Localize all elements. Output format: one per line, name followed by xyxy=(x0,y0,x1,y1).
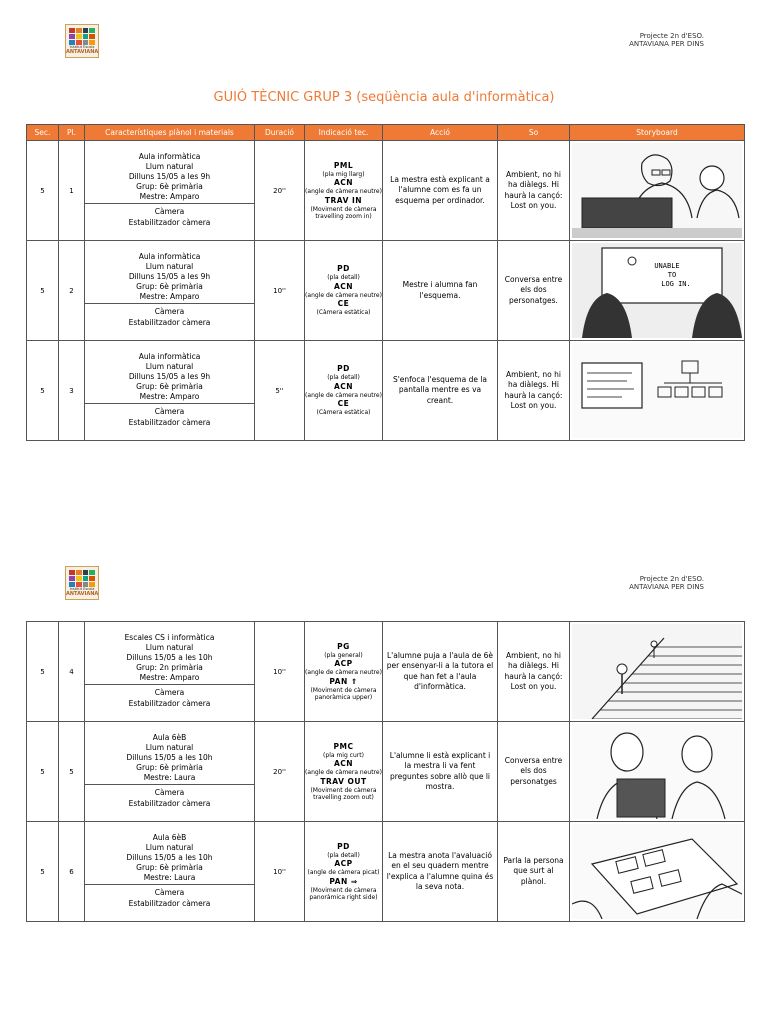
sketch-unable-login xyxy=(572,243,742,338)
storyboard-cell xyxy=(570,341,745,441)
location-info xyxy=(85,351,254,404)
info-line: Llum natural xyxy=(145,362,194,371)
shot-description: (Càmera estàtica) xyxy=(316,309,371,317)
shot-description: (angle de càmera neutre) xyxy=(305,669,382,676)
shot-description: (angle de càmera neutre) xyxy=(305,188,382,195)
info-line: Dilluns 15/05 a les 10h xyxy=(126,653,213,662)
shot-code: PMC xyxy=(333,741,354,751)
sound-cell: Parla la persona que surt al plànol. xyxy=(498,822,570,922)
characteristics-cell xyxy=(85,822,255,922)
shot-cell: 1 xyxy=(59,141,85,241)
characteristics-cell xyxy=(85,341,255,441)
location-info xyxy=(85,632,254,685)
info-line: Aula informàtica xyxy=(138,352,201,361)
shot-cell: 6 xyxy=(59,822,85,922)
info-line: Càmera xyxy=(154,688,185,697)
sequence-cell: 5 xyxy=(27,622,59,722)
sequence-cell: 5 xyxy=(27,141,59,241)
project-label: Projecte 2n d'ESO. ANTAVIANA PER DINS xyxy=(629,32,704,48)
technical-cell xyxy=(305,822,383,922)
materials-info xyxy=(85,885,254,911)
shot-description: (pla mig curt) xyxy=(323,751,364,759)
info-line: Grup: 6è primària xyxy=(136,763,203,772)
shot-code: TRAV OUT xyxy=(320,776,367,786)
info-line: Càmera xyxy=(154,307,185,316)
shot-description: (angle de càmera neutre) xyxy=(305,769,382,776)
shot-description: (Moviment de càmera panoràmica right side) xyxy=(309,886,378,901)
shot-code: PD xyxy=(337,264,350,274)
sequence-cell: 5 xyxy=(27,722,59,822)
shot-description: (Moviment de càmera travelling zoom out) xyxy=(310,786,377,801)
shot-code: ACN xyxy=(333,281,354,291)
header-action: Acció xyxy=(383,125,498,141)
shot-code: PML xyxy=(333,160,354,170)
info-line: Llum natural xyxy=(145,843,194,852)
duration-cell: 20'' xyxy=(255,141,305,241)
header-sound: So xyxy=(498,125,570,141)
info-line: Càmera xyxy=(154,788,185,797)
action-cell: Mestre i alumna fan l'esquema. xyxy=(383,241,498,341)
info-line: Aula 6èB xyxy=(152,833,187,842)
shot-code: PD xyxy=(337,364,350,374)
duration-cell: 10'' xyxy=(255,622,305,722)
materials-info xyxy=(85,304,254,330)
duration-cell: 5'' xyxy=(255,341,305,441)
shot-code: PAN ⇑ xyxy=(329,676,358,686)
table-row xyxy=(27,241,745,341)
info-line: Càmera xyxy=(154,207,185,216)
info-line: Aula informàtica xyxy=(138,252,201,261)
duration-cell: 10'' xyxy=(255,822,305,922)
storyboard-cell xyxy=(570,622,745,722)
shot-code: PD xyxy=(337,841,350,851)
duration-cell: 20'' xyxy=(255,722,305,822)
shot-description: (pla mig llarg) xyxy=(322,170,365,178)
shot-cell: 3 xyxy=(59,341,85,441)
info-line: Escales CS i informàtica xyxy=(124,633,215,642)
script-table-1 xyxy=(26,124,745,441)
info-line: Estabilitzador càmera xyxy=(128,218,211,227)
table-row xyxy=(27,722,745,822)
info-line: Mestre: Amparo xyxy=(139,292,200,301)
materials-info xyxy=(85,204,254,230)
sequence-cell: 5 xyxy=(27,341,59,441)
sketch-text: TO xyxy=(667,271,677,279)
header-duration: Duració xyxy=(255,125,305,141)
school-logo: Institut Escola ANTAVIANA xyxy=(65,566,99,600)
info-line: Grup: 6è primària xyxy=(136,282,203,291)
shot-description: (pla detall) xyxy=(327,274,360,282)
sketch-screen-diagram xyxy=(572,343,742,438)
table-row xyxy=(27,141,745,241)
sketch-text: LOG IN. xyxy=(661,280,691,288)
info-line: Aula informàtica xyxy=(138,152,201,161)
shot-code: PG xyxy=(337,641,350,651)
shot-code: ACP xyxy=(334,659,353,668)
header-pl: Pl. xyxy=(59,125,85,141)
characteristics-cell xyxy=(85,241,255,341)
sequence-cell: 5 xyxy=(27,241,59,341)
technical-cell xyxy=(305,141,383,241)
info-line: Llum natural xyxy=(145,262,194,271)
info-line: Grup: 6è primària xyxy=(136,382,203,391)
location-info xyxy=(85,251,254,304)
info-line: Càmera xyxy=(154,888,185,897)
info-line: Dilluns 15/05 a les 10h xyxy=(126,753,213,762)
storyboard-cell xyxy=(570,822,745,922)
info-line: Mestre: Laura xyxy=(143,873,196,882)
shot-description: (Moviment de càmera travelling zoom in) xyxy=(310,205,377,220)
info-line: Mestre: Amparo xyxy=(139,392,200,401)
info-line: Càmera xyxy=(154,407,185,416)
characteristics-cell xyxy=(85,622,255,722)
shot-code: CE xyxy=(337,299,350,309)
characteristics-cell xyxy=(85,141,255,241)
technical-cell xyxy=(305,722,383,822)
info-line: Estabilitzador càmera xyxy=(128,899,211,908)
info-line: Estabilitzador càmera xyxy=(128,318,211,327)
info-line: Aula 6èB xyxy=(152,733,187,742)
shot-description: (Moviment de càmera panoràmica upper) xyxy=(310,686,377,701)
info-line: Llum natural xyxy=(145,743,194,752)
sound-cell: Ambient, no hi ha diàlegs. Hi haurà la cançó: Lost on you. xyxy=(498,341,570,441)
shot-description: (pla general) xyxy=(324,651,363,659)
info-line: Llum natural xyxy=(145,162,194,171)
shot-cell: 2 xyxy=(59,241,85,341)
materials-info xyxy=(85,685,254,711)
header-storyboard: Storyboard xyxy=(570,125,745,141)
location-info xyxy=(85,732,254,785)
info-line: Llum natural xyxy=(145,643,194,652)
page-title: GUIÓ TÈCNIC GRUP 3 (seqüència aula d'informàtica) xyxy=(213,90,555,105)
sound-cell: Ambient, no hi ha diàlegs. Hi haurà la cançó: Lost on you. xyxy=(498,141,570,241)
info-line: Grup: 2n primària xyxy=(136,663,203,672)
info-line: Dilluns 15/05 a les 9h xyxy=(128,172,211,181)
info-line: Dilluns 15/05 a les 9h xyxy=(128,272,211,281)
sketch-text: UNABLE xyxy=(654,262,680,270)
info-line: Estabilitzador càmera xyxy=(128,799,211,808)
header-seq: Sec. xyxy=(27,125,59,141)
technical-cell xyxy=(305,241,383,341)
sound-cell: Ambient, no hi ha diàlegs. Hi haurà la cançó: Lost on you. xyxy=(498,622,570,722)
location-info xyxy=(85,151,254,204)
shot-code: ACN xyxy=(333,759,354,768)
table-row xyxy=(27,341,745,441)
sound-cell: Conversa entre els dos personatges. xyxy=(498,241,570,341)
sound-cell: Conversa entre els dos personatges xyxy=(498,722,570,822)
info-line: Mestre: Amparo xyxy=(139,192,200,201)
info-line: Estabilitzador càmera xyxy=(128,418,211,427)
characteristics-cell xyxy=(85,722,255,822)
info-line: Dilluns 15/05 a les 10h xyxy=(126,853,213,862)
materials-info xyxy=(85,404,254,430)
technical-cell xyxy=(305,341,383,441)
shot-description: (angle de càmera picat) xyxy=(307,869,380,876)
shot-cell: 4 xyxy=(59,622,85,722)
duration-cell: 10'' xyxy=(255,241,305,341)
info-line: Grup: 6è primària xyxy=(136,863,203,872)
table-header-row xyxy=(27,125,745,141)
info-line: Estabilitzador càmera xyxy=(128,699,211,708)
shot-code: CE xyxy=(337,399,350,409)
action-cell: S'enfoca l'esquema de la pantalla mentre es va creant. xyxy=(383,341,498,441)
shot-code: ACP xyxy=(334,859,353,868)
shot-description: (Càmera estàtica) xyxy=(316,409,371,417)
technical-cell xyxy=(305,622,383,722)
header-characteristics: Característiques plànol i materials xyxy=(85,125,255,141)
shot-cell: 5 xyxy=(59,722,85,822)
header-technical: Indicació tec. xyxy=(305,125,383,141)
info-line: Mestre: Amparo xyxy=(139,673,200,682)
action-cell: L'alumne li està explicant i la mestra li va fent preguntes sobre allò que li mostra. xyxy=(383,722,498,822)
info-line: Mestre: Laura xyxy=(143,773,196,782)
location-info xyxy=(85,832,254,885)
storyboard-cell xyxy=(570,241,745,341)
storyboard-cell xyxy=(570,141,745,241)
info-line: Dilluns 15/05 a les 9h xyxy=(128,372,211,381)
sequence-cell: 5 xyxy=(27,822,59,922)
script-table-2 xyxy=(26,621,745,922)
table-row xyxy=(27,622,745,722)
sketch-stairs xyxy=(572,624,742,719)
storyboard-cell xyxy=(570,722,745,822)
school-logo: Institut Escola ANTAVIANA xyxy=(65,24,99,58)
shot-description: (angle de càmera neutre) xyxy=(305,291,382,299)
action-cell: La mestra està explicant a l'alumne com es fa un esquema per ordinador. xyxy=(383,141,498,241)
action-cell: La mestra anota l'avaluació en el seu quadern mentre l'explica a l'alumne quina és la seva nota. xyxy=(383,822,498,922)
shot-description: (pla detall) xyxy=(327,374,360,382)
sketch-notebook xyxy=(572,824,742,919)
shot-code: PAN ⇒ xyxy=(329,876,358,886)
table-row xyxy=(27,822,745,922)
project-label: Projecte 2n d'ESO. ANTAVIANA PER DINS xyxy=(629,575,704,591)
shot-description: (angle de càmera neutre) xyxy=(305,391,382,399)
sketch-two-people-tablet xyxy=(572,724,742,819)
sketch-teacher-computer xyxy=(572,143,742,238)
info-line: Grup: 6è primària xyxy=(136,182,203,191)
shot-description: (pla detall) xyxy=(327,851,360,859)
shot-code: TRAV IN xyxy=(324,195,363,205)
action-cell: L'alumne puja a l'aula de 6è per ensenyar-li a la tutora el que han fet a l'aula d'informàtica. xyxy=(383,622,498,722)
shot-code: ACN xyxy=(333,178,354,187)
shot-code: ACN xyxy=(333,381,354,391)
materials-info xyxy=(85,785,254,811)
